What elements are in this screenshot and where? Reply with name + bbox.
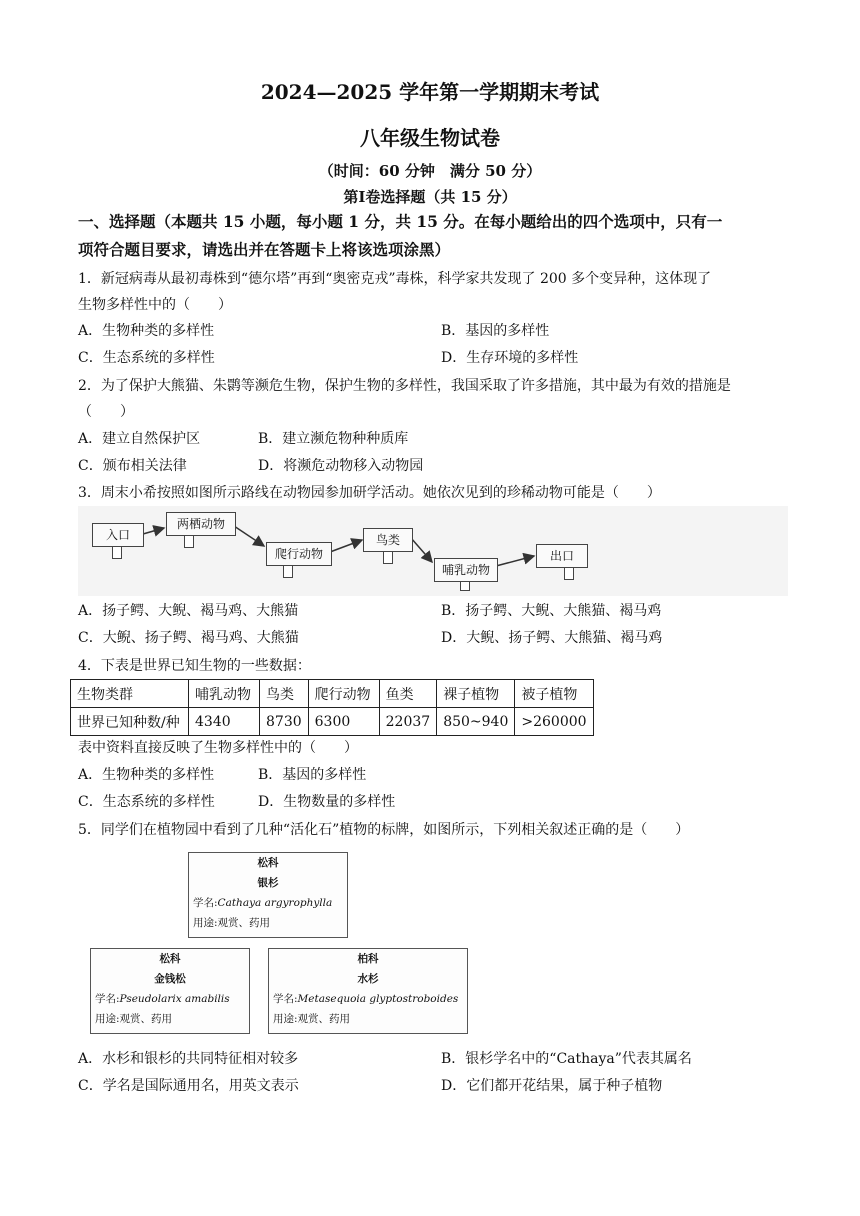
q2-option-d: D．将濒危动物移入动物园 xyxy=(258,458,424,474)
question-1-stem-line2: 生物多样性中的（ ） xyxy=(78,297,232,313)
question-2-stem-line2: （ ） xyxy=(78,404,134,420)
q2-option-b: B．建立濒危物种种质库 xyxy=(258,431,409,447)
sign-usage: 用途:观赏、药用 xyxy=(273,1013,351,1025)
plant-sign-jinqiansong xyxy=(90,948,250,1034)
q4-option-b: B．基因的多样性 xyxy=(258,767,367,783)
q4-option-c: C．生态系统的多样性 xyxy=(78,794,215,810)
q5-option-b: B．银杉学名中的“Cathaya”代表其属名 xyxy=(441,1051,692,1067)
sign-family: 松科 xyxy=(159,953,181,965)
species-table xyxy=(70,679,594,736)
route-exit-post xyxy=(564,568,574,580)
sign-scientific-name: 学名:Cathaya argyrophylla xyxy=(193,897,333,909)
table-cell: 22037 xyxy=(379,708,437,736)
route-birds: 鸟类 xyxy=(363,528,413,552)
plant-sign-yinshan xyxy=(188,852,348,938)
plant-sign-shuishan xyxy=(268,948,468,1034)
route-mammals-post xyxy=(460,582,470,591)
route-amphibians: 两栖动物 xyxy=(166,512,236,536)
sign-family: 柏科 xyxy=(357,953,379,965)
q1-option-a: A．生物种类的多样性 xyxy=(78,323,215,339)
exam-subject: 八年级生物试卷 xyxy=(360,126,500,150)
q5-option-d: D．它们都开花结果，属于种子植物 xyxy=(441,1078,663,1094)
table-header-cell: 生物类群 xyxy=(71,680,189,708)
table-cell: >260000 xyxy=(515,708,593,736)
route-entrance: 入口 xyxy=(92,523,144,547)
q5-option-c: C．学名是国际通用名，用英文表示 xyxy=(78,1078,299,1094)
table-cell: 世界已知种数/种 xyxy=(71,708,189,736)
table-cell: 8730 xyxy=(260,708,309,736)
q2-option-a: A．建立自然保护区 xyxy=(78,431,201,447)
question-4-stem: 4．下表是世界已知生物的一些数据： xyxy=(78,658,311,674)
sign-usage: 用途:观赏、药用 xyxy=(193,917,271,929)
q4-option-d: D．生物数量的多样性 xyxy=(258,794,396,810)
q1-option-c: C．生态系统的多样性 xyxy=(78,350,215,366)
table-header-cell: 被子植物 xyxy=(515,680,593,708)
table-header-cell: 哺乳动物 xyxy=(189,680,260,708)
q3-option-b: B．扬子鳄、大鲵、大熊猫、褐马鸡 xyxy=(441,603,662,619)
q3-option-c: C．大鲵、扬子鳄、褐马鸡、大熊猫 xyxy=(78,630,299,646)
table-cell: 4340 xyxy=(189,708,260,736)
exam-title: 2024—2025 学年第一学期期末考试 xyxy=(260,80,600,104)
route-birds-post xyxy=(383,552,393,564)
table-cell: 850~940 xyxy=(437,708,515,736)
route-amphibians-post xyxy=(184,536,194,548)
q1-option-d: D．生存环境的多样性 xyxy=(441,350,579,366)
route-reptiles: 爬行动物 xyxy=(266,542,332,566)
question-5-stem: 5．同学们在植物园中看到了几种“活化石”植物的标牌，如图所示，下列相关叙述正确的是（ ） xyxy=(78,822,690,838)
exam-meta: （时间：60 分钟 满分 50 分） xyxy=(318,162,542,180)
sign-usage: 用途:观赏、药用 xyxy=(95,1013,173,1025)
question-3-stem: 3．周末小希按照如图所示路线在动物园参加研学活动。她依次见到的珍稀动物可能是（ ） xyxy=(78,485,661,501)
question-2 xyxy=(78,373,790,425)
q1-option-b: B．基因的多样性 xyxy=(441,323,550,339)
sign-plant-name: 金钱松 xyxy=(154,973,186,985)
question-1 xyxy=(78,266,790,318)
table-header-cell: 鱼类 xyxy=(379,680,437,708)
route-exit: 出口 xyxy=(536,544,588,568)
table-header-cell: 裸子植物 xyxy=(437,680,515,708)
section-heading: 第Ⅰ卷选择题（共 15 分） xyxy=(343,188,517,206)
question-4-prompt: 表中资料直接反映了生物多样性中的（ ） xyxy=(78,740,358,756)
route-entrance-post xyxy=(112,547,122,559)
q2-option-c: C．颁布相关法律 xyxy=(78,458,187,474)
sign-scientific-name: 学名:Pseudolarix amabilis xyxy=(95,993,230,1005)
q3-option-a: A．扬子鳄、大鲵、褐马鸡、大熊猫 xyxy=(78,603,299,619)
table-cell: 6300 xyxy=(308,708,379,736)
route-mammals: 哺乳动物 xyxy=(434,558,498,582)
sign-family: 松科 xyxy=(257,857,279,869)
table-header-cell: 鸟类 xyxy=(260,680,309,708)
sign-scientific-name: 学名:Metasequoia glyptostroboides xyxy=(273,993,459,1005)
q4-option-a: A．生物种类的多样性 xyxy=(78,767,215,783)
zoo-route-diagram xyxy=(78,506,788,596)
sign-plant-name: 银杉 xyxy=(257,877,279,889)
q5-option-a: A．水杉和银杉的共同特征相对较多 xyxy=(78,1051,299,1067)
q3-option-d: D．大鲵、扬子鳄、大熊猫、褐马鸡 xyxy=(441,630,663,646)
question-1-stem-line1: 1．新冠病毒从最初毒株到“德尔塔”再到“奥密克戎”毒株，科学家共发现了 200 多个变异种，这体现了 xyxy=(78,271,712,287)
question-2-stem-line1: 2．为了保护大熊猫、朱鹮等濒危生物，保护生物的多样性，我国采取了许多措施，其中最为有效的措施是 xyxy=(78,378,731,394)
instructions xyxy=(78,208,790,264)
table-header-row xyxy=(71,680,594,708)
sign-plant-name: 水杉 xyxy=(357,973,379,985)
instructions-line1: 一、选择题（本题共 15 小题，每小题 1 分，共 15 分。在每小题给出的四个选项中，只有一 xyxy=(78,212,723,231)
table-row xyxy=(71,708,594,736)
table-header-cell: 爬行动物 xyxy=(308,680,379,708)
route-reptiles-post xyxy=(283,566,293,578)
instructions-line2: 项符合题目要求，请选出并在答题卡上将该选项涂黑） xyxy=(78,240,451,259)
